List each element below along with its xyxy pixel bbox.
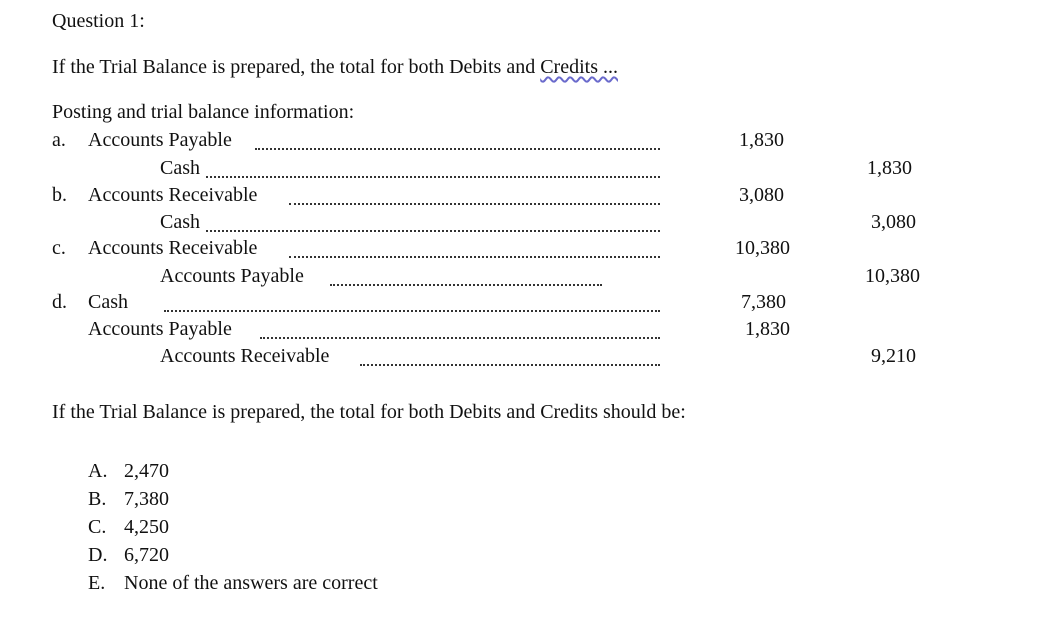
option-letter: B. xyxy=(88,488,107,510)
leader-dots xyxy=(330,282,602,286)
option-text: 4,250 xyxy=(124,516,169,538)
debit-amount: 10,380 xyxy=(735,237,790,259)
question-label: Question 1: xyxy=(52,10,145,32)
leader-dots xyxy=(260,335,660,339)
option-letter: C. xyxy=(88,516,107,538)
credit-account: Cash xyxy=(160,211,200,233)
leader-dots xyxy=(164,308,660,312)
credits-link[interactable]: Credits ... xyxy=(540,56,618,78)
debit-amount: 1,830 xyxy=(739,129,784,151)
entry-letter: a. xyxy=(52,129,66,151)
option-text: 2,470 xyxy=(124,460,169,482)
entry-letter: c. xyxy=(52,237,66,259)
debit-account: Accounts Receivable xyxy=(88,237,258,259)
leader-dots xyxy=(206,228,660,232)
debit-amount-2: 1,830 xyxy=(745,318,790,340)
option-text: 6,720 xyxy=(124,544,169,566)
leader-dots xyxy=(289,201,660,205)
debit-account-2: Accounts Payable xyxy=(88,318,232,340)
credit-account: Cash xyxy=(160,157,200,179)
leader-dots xyxy=(206,174,660,178)
option-letter: D. xyxy=(88,544,108,566)
debit-account: Accounts Receivable xyxy=(88,184,258,206)
posting-heading: Posting and trial balance information: xyxy=(52,101,355,123)
entry-letter: d. xyxy=(52,291,67,313)
leader-dots xyxy=(289,254,660,258)
credit-amount: 3,080 xyxy=(871,211,916,233)
leader-dots xyxy=(360,362,660,366)
option-letter: E. xyxy=(88,572,106,594)
option-text: None of the answers are correct xyxy=(124,572,378,594)
option-letter: A. xyxy=(88,460,108,482)
debit-account: Accounts Payable xyxy=(88,129,232,151)
credit-account: Accounts Receivable xyxy=(160,345,330,367)
question-title-prefix: If the Trial Balance is prepared, the total for both Debits and xyxy=(52,56,541,78)
option-text: 7,380 xyxy=(124,488,169,510)
debit-account: Cash xyxy=(88,291,128,313)
question-title xyxy=(52,55,618,79)
entry-letter: b. xyxy=(52,184,67,206)
credit-amount: 9,210 xyxy=(871,345,916,367)
credit-amount: 1,830 xyxy=(867,157,912,179)
credit-account: Accounts Payable xyxy=(160,265,304,287)
credit-amount: 10,380 xyxy=(865,265,920,287)
debit-amount: 3,080 xyxy=(739,184,784,206)
debit-amount: 7,380 xyxy=(741,291,786,313)
leader-dots xyxy=(255,146,660,150)
question-text: If the Trial Balance is prepared, the total for both Debits and Credits should be: xyxy=(52,401,686,423)
